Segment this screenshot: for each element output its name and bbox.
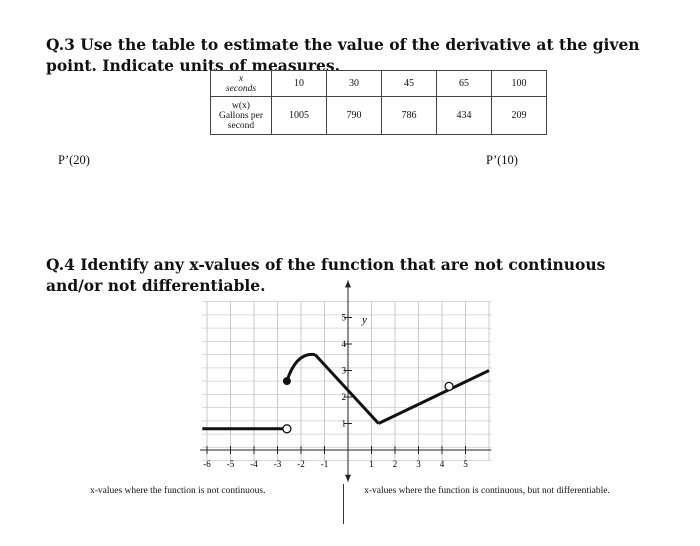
w-value-4: 209 [492, 97, 547, 135]
x-value-4: 100 [492, 71, 547, 97]
x-tick-label: -1 [320, 459, 329, 469]
w-value-3: 434 [437, 97, 492, 135]
x-value-1: 30 [327, 71, 382, 97]
x-value-3: 65 [437, 71, 492, 97]
x-tick-label: 4 [439, 459, 445, 469]
x-value-2: 45 [382, 71, 437, 97]
y-tick-label: 3 [341, 365, 346, 376]
y-axis-arrow-up [345, 280, 351, 287]
graph-grid [202, 302, 491, 461]
x-tick-label: -6 [203, 459, 211, 469]
prompt-p20: P’(20) [58, 153, 90, 167]
x-tick-label: 3 [416, 459, 421, 469]
prompt-p10: P’(10) [486, 153, 518, 167]
closed-point [283, 377, 291, 385]
y-tick-label: 1 [341, 418, 346, 429]
x-tick-label: 5 [463, 459, 468, 469]
question-4-text: Q.4 Identify any x-values of the function that are not continuous and/or not differentiable. [46, 255, 606, 295]
y-axis-label: y [362, 314, 367, 326]
y-tick-label: 2 [341, 392, 346, 402]
w-value-2: 786 [382, 97, 437, 135]
w-unit: Gallons per second [218, 110, 264, 131]
caption-not-continuous: x-values where the function is not continuous. [90, 486, 266, 496]
graph-tick-labels [203, 313, 468, 470]
w-value-0: 1005 [272, 97, 327, 135]
x-unit: seconds [225, 83, 257, 94]
x-tick-label: 2 [392, 459, 398, 469]
question-3-text: Q.3 Use the table to estimate the value of the derivative at the given point. Indicate units of measures. [46, 35, 640, 75]
w-header: w(x) [232, 100, 250, 111]
y-axis-arrow-down [345, 475, 351, 482]
x-tick-label: -2 [297, 459, 305, 469]
w-value-1: 790 [327, 97, 382, 135]
x-value-0: 10 [272, 71, 327, 97]
open-point-right [445, 382, 453, 390]
y-tick-label: 5 [341, 312, 346, 323]
x-tick-label: -3 [273, 459, 282, 469]
caption-not-differentiable: x-values where the function is continuous, but not differentiable. [364, 486, 610, 496]
x-tick-label: -4 [250, 459, 258, 469]
y-tick-label: 4 [341, 339, 346, 349]
caption-divider [343, 484, 344, 524]
open-point-left [283, 425, 291, 433]
x-tick-label: 1 [369, 459, 374, 469]
x-header: x [238, 73, 244, 84]
x-tick-label: -5 [226, 459, 235, 469]
